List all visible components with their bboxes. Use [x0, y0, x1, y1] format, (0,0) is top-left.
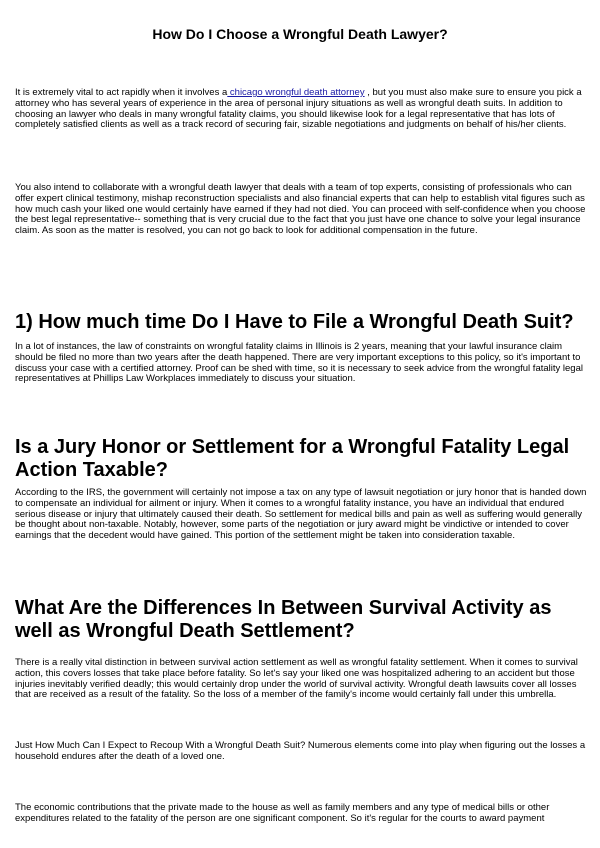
chicago-wrongful-death-attorney-link[interactable]: chicago wrongful death attorney [227, 87, 365, 98]
section-body-survival-vs-wrongful: There is a really vital distinction in between survival action settlement as well as wrongful fatality settlement. When it comes to survival action, this covers losses that take place before fatality. So let's say your liked one was hospitalized adhering to an accident but those injuries inevitably verified deadly; this would certainly drop under the world of survival activity. Wrongful death lawsuits cover all losses that are received as a result of the fatality. So the loss of a member of the family's income would certainly fall under this umbrella. [15, 657, 578, 701]
page-title: How Do I Choose a Wrongful Death Lawyer? [152, 26, 448, 42]
section-heading-time-to-file: 1) How much time Do I Have to File a Wrongful Death Suit? [15, 311, 574, 333]
experts-paragraph: You also intend to collaborate with a wrongful death lawyer that deals with a team of top experts, consisting of professionals who can offer expert clinical testimony, mishap reconstruction specialists and also financial experts that can help to establish vital figures such as how much cash your liked one would certainly have earned if they had not died. You can proceed with self-confidence when you choose the best legal representative-- something that is very crucial due to the fact that you just have one chance to solve your legal insurance claim. As soon as the matter is resolved, you can not go back to look for additional compensation in the future. [15, 182, 586, 237]
intro-paragraph [15, 88, 587, 131]
section-body-taxable: According to the IRS, the government will certainly not impose a tax on any type of lawsuit negotiation or jury honor that is handed down to compensate an individual for ailment or injury. When it comes to a wrongful fatality instance, you have an individual that endured serious disease or injury that ultimately caused their death. So settlement for medical bills and pain as well as suffering would generally be thought about non-taxable. Notably, however, some parts of the negotiation or jury award might be vindictive or intended to cover earnings that the decedent would have gained. This portion of the settlement might be taken into consideration taxable. [15, 487, 587, 542]
economic-contributions-paragraph: The economic contributions that the private made to the house as well as family members and any type of medical bills or other expenditures related to the fatality of the person are one significant component. So it's regular for the courts to award payment [15, 802, 550, 824]
intro-text-after-link: , but you must also make sure to ensure you pick a attorney who has several years of experience in the area of personal injury situations as well as wrongful death suits. In addition to choosing an lawyer who deals in many wrongful fatality claims, you should likewise look for a legal representative that has lots of completely satisfied clients as well as a track record of securing fair, sizable negotiations and judgments on behalf of his/her clients. [15, 87, 582, 131]
intro-text-before-link: It is extremely vital to act rapidly when it involves a [15, 87, 228, 98]
recoup-paragraph: Just How Much Can I Expect to Recoup With a Wrongful Death Suit? Numerous elements come into play when figuring out the losses a household endures after the death of a loved one. [15, 740, 586, 762]
section-heading-taxable: Is a Jury Honor or Settlement for a Wrongful Fatality Legal Action Taxable? [15, 436, 570, 481]
section-heading-survival-vs-wrongful: What Are the Differences In Between Survival Activity as well as Wrongful Death Settlement? [15, 597, 552, 642]
section-body-time-to-file: In a lot of instances, the law of constraints on wrongful fatality claims in Illinois is 2 years, meaning that your lawful insurance claim should be filed no more than two years after the death happened. There are very important exceptions to this policy, so it's important to discuss your case with a certified attorney. Proof can be shed with time, so it is necessary to seek advice from the wrongful fatality legal representatives at Phillips Law Workplaces immediately to discuss your situation. [15, 341, 583, 385]
